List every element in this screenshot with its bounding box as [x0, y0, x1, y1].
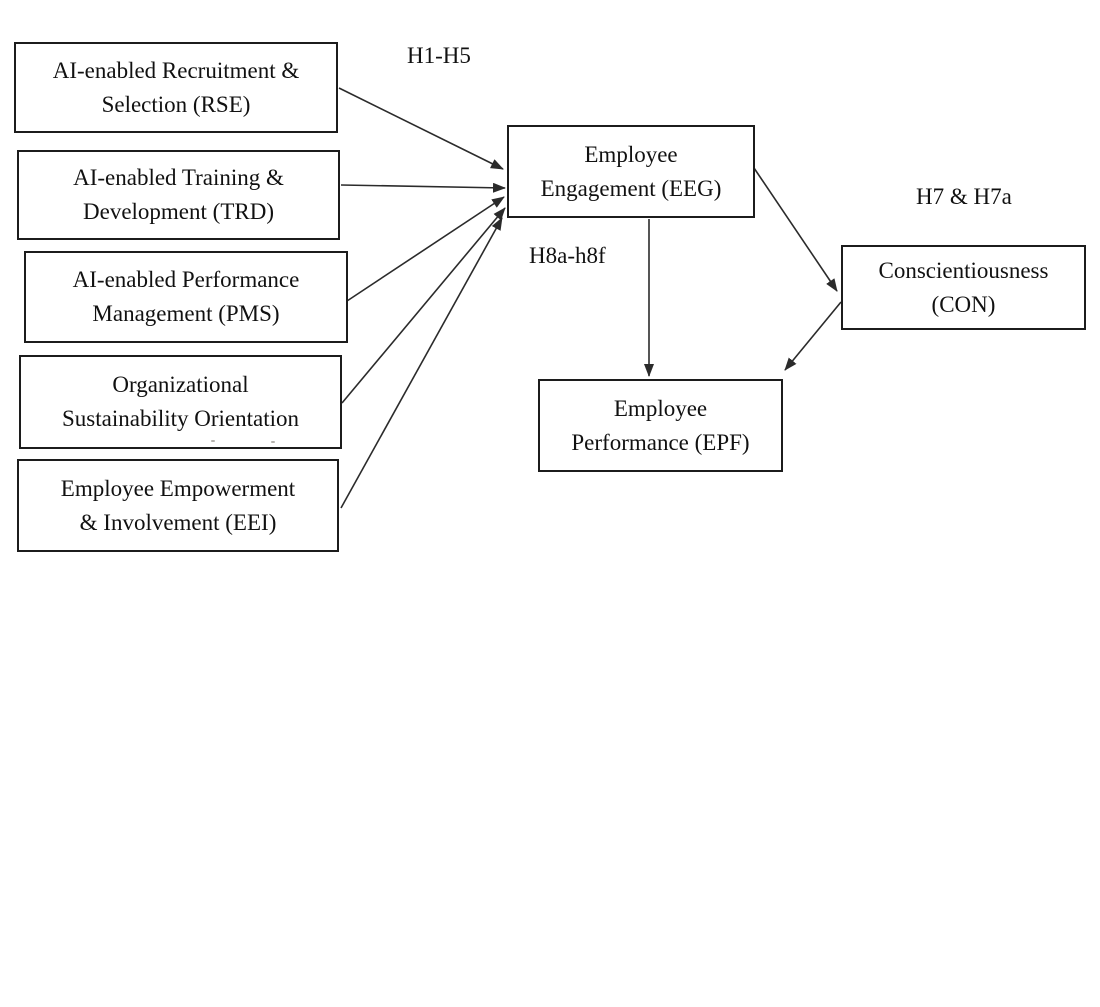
node-oso-line1: Organizational	[112, 372, 249, 397]
node-epf	[538, 379, 783, 472]
clipped-text-artifact	[211, 440, 215, 442]
node-con-line1: Conscientiousness	[878, 257, 1049, 283]
node-pms-line2: Management (PMS)	[92, 301, 280, 326]
node-trd	[17, 150, 340, 240]
node-eei-line2: & Involvement (EEI)	[79, 509, 277, 535]
node-con	[841, 245, 1086, 330]
hypothesis-label-h1-h5: H1-H5	[407, 43, 471, 68]
hypothesis-label-h8a-h8f: H8a-h8f	[529, 243, 606, 268]
node-trd-line1: AI-enabled Training &	[73, 165, 284, 190]
node-rse-line2: Selection (RSE)	[101, 91, 251, 117]
node-pms-line1: AI-enabled Performance	[72, 267, 300, 292]
node-trd-line2: Development (TRD)	[83, 199, 274, 224]
arrow-eei-to-eeg	[341, 218, 502, 508]
clipped-text-artifact	[271, 441, 275, 443]
node-eeg-line2: Engagement (EEG)	[540, 175, 722, 201]
arrow-eeg-to-con	[754, 168, 837, 291]
node-epf-line2: Performance (EPF)	[571, 429, 750, 455]
node-oso	[19, 355, 342, 449]
arrow-oso-to-eeg	[342, 208, 505, 403]
node-eeg-line1: Employee	[584, 141, 678, 167]
node-eei	[17, 459, 339, 552]
node-eei-line1: Employee Empowerment	[60, 475, 296, 501]
node-eeg	[507, 125, 755, 218]
arrow-con-to-epf	[785, 302, 841, 370]
node-rse-line1: AI-enabled Recruitment &	[52, 57, 300, 83]
arrow-trd-to-eeg	[341, 185, 505, 188]
node-epf-line1: Employee	[613, 395, 708, 421]
node-oso-line2: Sustainability Orientation	[62, 406, 299, 431]
node-rse	[14, 42, 338, 133]
arrow-pms-to-eeg	[347, 197, 504, 301]
node-con-line2: (CON)	[931, 291, 996, 317]
hypothesis-label-h7-h7a: H7 & H7a	[916, 184, 1012, 209]
node-pms	[24, 251, 348, 343]
arrow-rse-to-eeg	[339, 88, 503, 169]
